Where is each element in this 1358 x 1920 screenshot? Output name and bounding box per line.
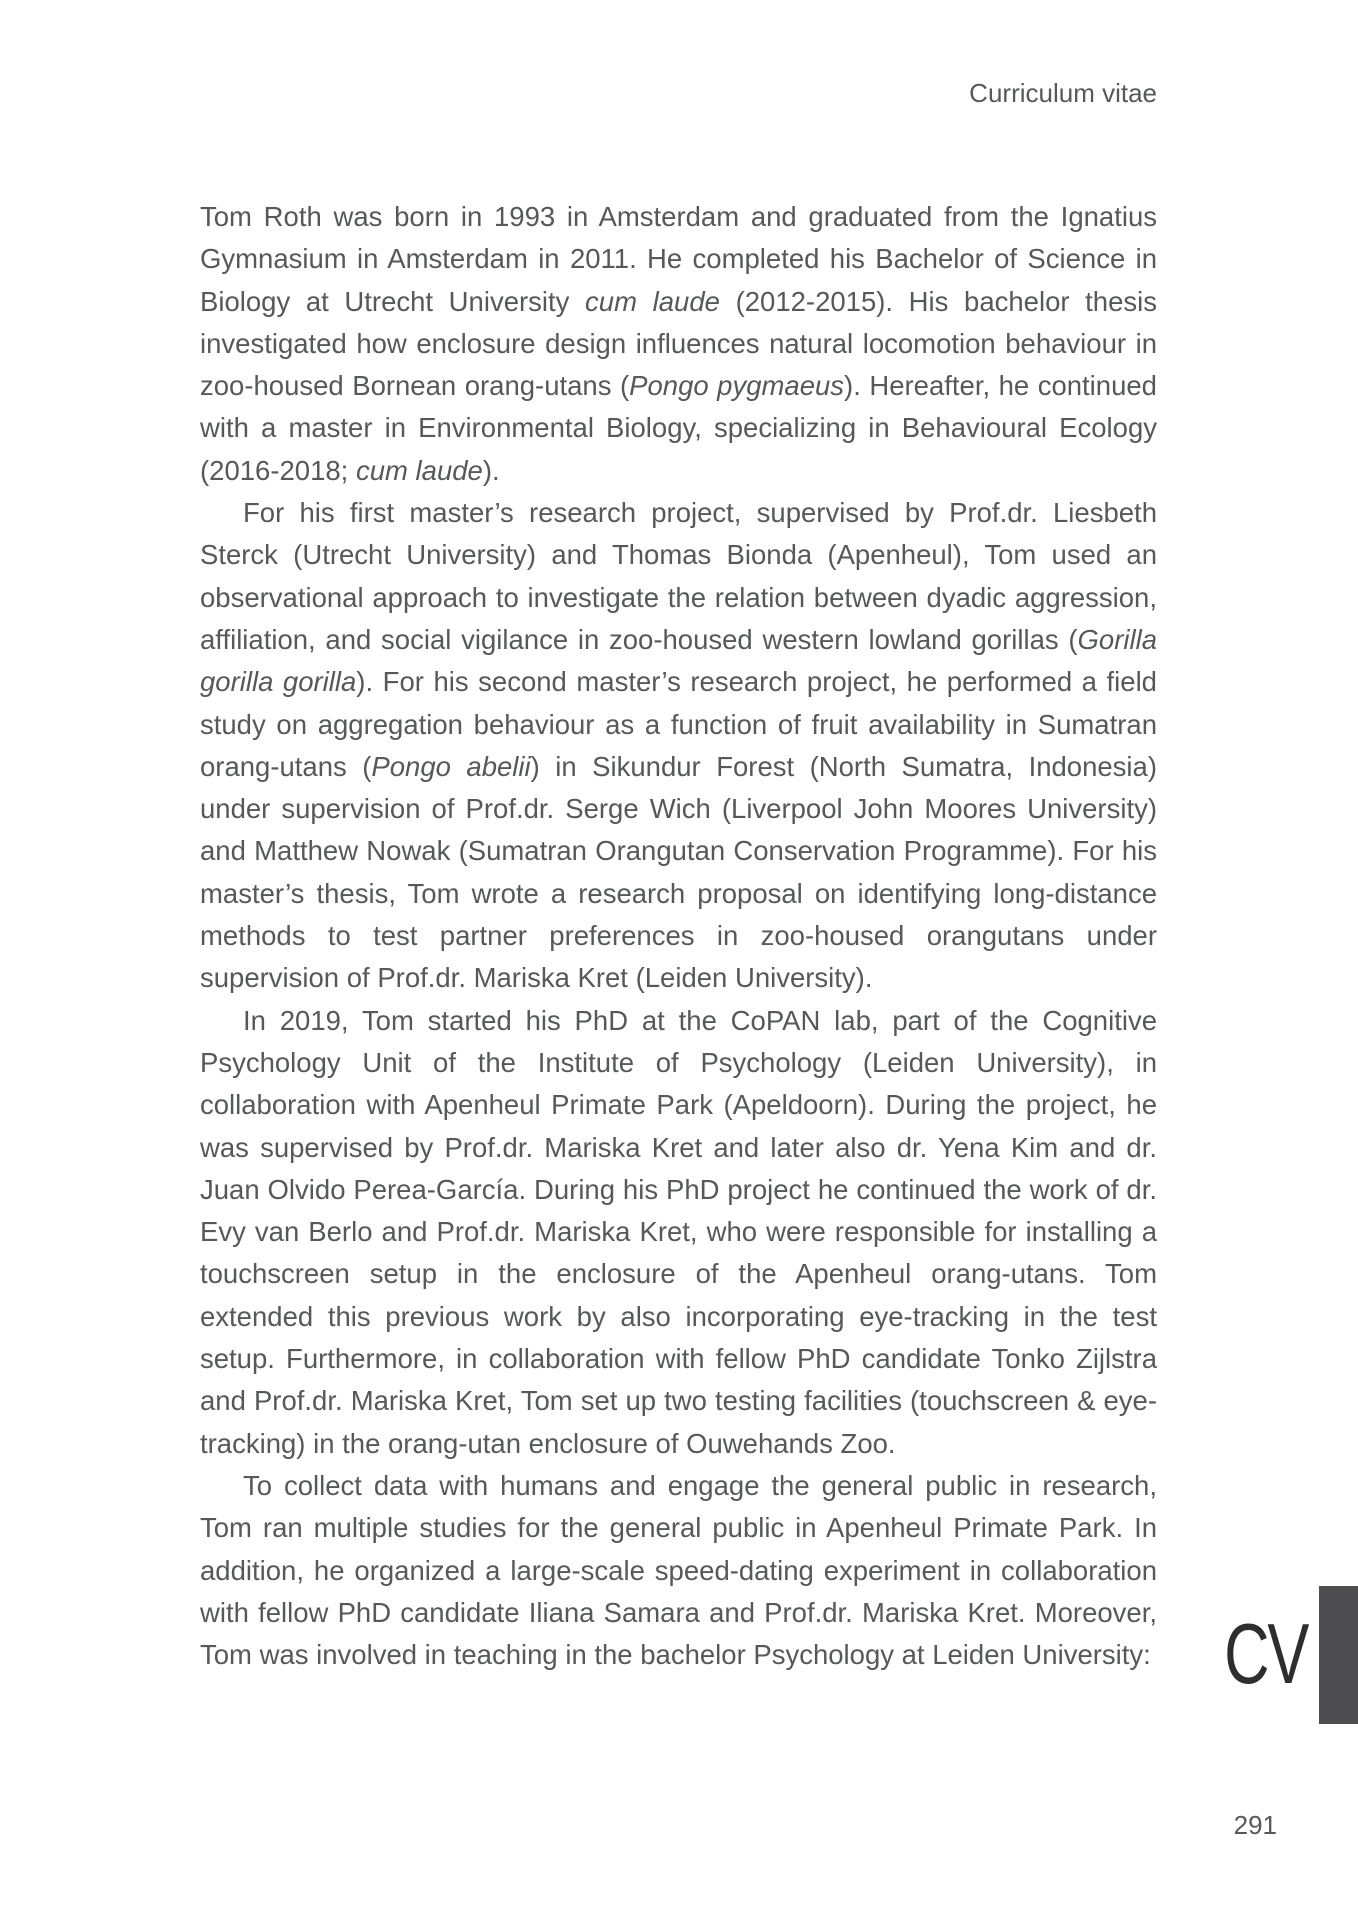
italic-text: Pongo abelii	[371, 750, 531, 782]
body-text	[200, 196, 1157, 1676]
text-run: Tom Roth was born in 1993 in Amsterdam and graduated from the Ignatius Gymnasium in Amsterdam in 2011. He completed his Bachelor of Science in Biology at Utrecht University	[200, 201, 1157, 317]
italic-text: Pongo pygmaeus	[629, 370, 845, 402]
text-run: ).	[482, 454, 500, 486]
text-run: (2012-2015). His bachelor thesis investigated how enclosure design influences natural locomotion behaviour in zoo-housed Bornean orang-utans (	[200, 285, 1158, 402]
text-run: To collect data with humans and engage the general public in research, Tom ran multiple studies for the general public in Apenheul Primate Park. In addition, he organized a large-scale speed-dating experiment in collaboration with fellow PhD candidate Iliana Samara and Prof.dr. Mariska Kret. Moreover, Tom was involved in teaching in the bachelor Psychology at Leiden University:	[200, 1469, 1157, 1671]
chapter-tab-label: CV	[1224, 1607, 1307, 1702]
running-header: Curriculum vitae	[969, 78, 1157, 108]
chapter-tab-bar	[1319, 1586, 1358, 1724]
italic-text: Gorilla gorilla gorilla	[200, 623, 1157, 698]
italic-text: cum laude	[585, 285, 720, 317]
text-run: ) in Sikundur Forest (North Sumatra, Indonesia) under supervision of Prof.dr. Serge Wich (Liverpool John Moores University) and Matthew Nowak (Sumatran Orangutan Conservation Programme). For his master’s thesis, Tom wrote a research proposal on identifying long-distance methods to test partner preferences in zoo-housed orangutans under supervision of Prof.dr. Mariska Kret (Leiden University).	[200, 750, 1157, 994]
text-run: ). For his second master’s research project, he performed a field study on aggregation behaviour as a function of fruit availability in Sumatran orang-utans (	[200, 666, 1157, 782]
text-run: In 2019, Tom started his PhD at the CoPAN lab, part of the Cognitive Psychology Unit of the Institute of Psychology (Leiden University), in collaboration with Apenheul Primate Park (Apeldoorn). During the project, he was supervised by Prof.dr. Mariska Kret and later also dr. Yena Kim and dr. Juan Olvido Perea-García. During his PhD project he continued the work of dr. Evy van Berlo and Prof.dr. Mariska Kret, who were responsible for installing a touchscreen setup in the enclosure of the Apenheul orang-utans. Tom extended this previous work by also incorporating eye-tracking in the test setup. Furthermore, in collaboration with fellow PhD candidate Tonko Zijlstra and Prof.dr. Mariska Kret, Tom set up two testing facilities (touchscreen & eye-tracking) in the orang-utan enclosure of Ouwehands Zoo.	[200, 1004, 1157, 1459]
paragraph	[200, 492, 1157, 1000]
paragraph	[200, 196, 1157, 492]
page-number: 291	[1233, 1810, 1277, 1840]
paragraph	[200, 1000, 1157, 1465]
italic-text: cum laude	[355, 454, 483, 486]
text-run: For his first master’s research project, supervised by Prof.dr. Liesbeth Sterck (Utrecht University) and Thomas Bionda (Apenheul), Tom used an observational approach to investigate the relation between dyadic aggression, affiliation, and social vigilance in zoo-housed western lowland gorillas (	[200, 497, 1157, 655]
text-run: ). Hereafter, he continued with a master in Environmental Biology, specializing in Behavioural Ecology (2016-2018;	[200, 370, 1157, 486]
paragraph	[200, 1465, 1157, 1676]
